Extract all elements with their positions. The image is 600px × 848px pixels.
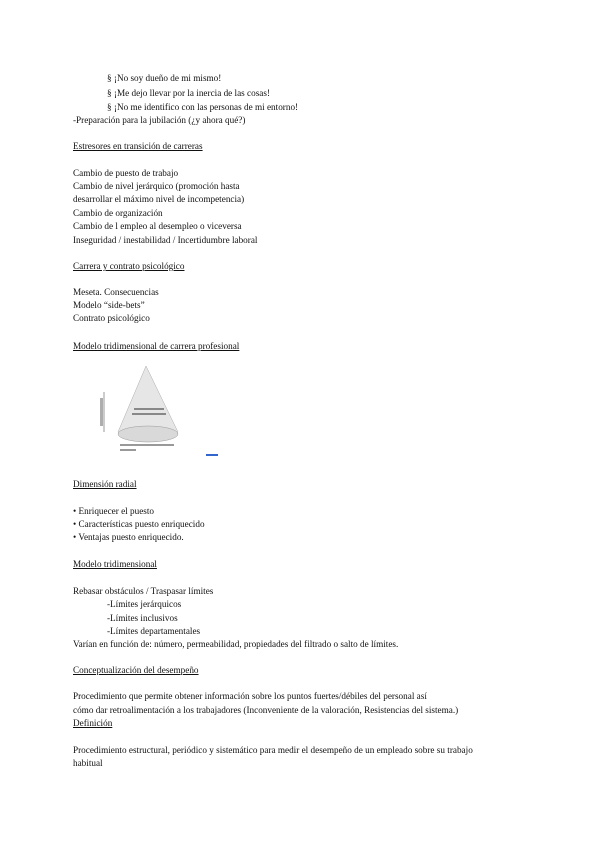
list-item: Cambio de nivel jerárquico (promoción hasta (73, 181, 240, 191)
logo-mark (206, 454, 218, 456)
section-heading-radial: Dimensión radial (73, 479, 137, 489)
list-item: • Características puesto enriquecido (73, 519, 205, 529)
bullet-line: § ¡No soy dueño de mi mismo! (107, 73, 222, 83)
bullet-line: § ¡No me identifico con las personas de mi entorno! (107, 102, 299, 112)
paragraph-line: habitual (73, 758, 103, 768)
list-item: -Límites departamentales (107, 626, 201, 636)
list-lead: Rebasar obstáculos / Traspasar límites (73, 586, 214, 596)
list-item: Cambio de l empleo al desempleo o viceversa (73, 221, 242, 231)
base-label-1 (120, 444, 174, 446)
paragraph-line: Procedimiento que permite obtener información sobre los puntos fuertes/débiles del personal así (73, 691, 427, 701)
retirement-line: -Preparación para la jubilación (¿y ahora qué?) (73, 115, 246, 125)
base-label-2 (120, 449, 136, 451)
axis-label-block (100, 398, 103, 426)
bullet-line: § ¡Me dejo llevar por la inercia de las cosas! (107, 88, 271, 98)
list-item: Cambio de organización (73, 208, 163, 218)
list-item: -Límites inclusivos (107, 613, 178, 623)
section-heading-psych-contract: Carrera y contrato psicológico (73, 261, 185, 271)
cone-base (118, 426, 178, 442)
section-heading-3d-model: Modelo tridimensional de carrera profesional (73, 341, 240, 351)
list-item: Inseguridad / inestabilidad / Incertidumbre laboral (73, 235, 258, 245)
list-item: -Límites jerárquicos (107, 599, 182, 609)
cone-label-1 (134, 408, 164, 410)
list-item: Modelo “side-bets” (73, 300, 145, 310)
list-item: Cambio de puesto de trabajo (73, 168, 179, 178)
list-item: Meseta. Consecuencias (73, 287, 159, 297)
section-heading-performance: Conceptualización del desempeño (73, 665, 199, 675)
list-item: Contrato psicológico (73, 313, 150, 323)
paragraph-line: Varían en función de: número, permeabilidad, propiedades del filtrado o salto de límites. (73, 639, 399, 649)
list-item: • Ventajas puesto enriquecido. (73, 532, 184, 542)
list-item: desarrollar el máximo nivel de incompetencia) (73, 194, 245, 204)
section-heading-definition: Definición (73, 718, 113, 728)
cone-label-2 (132, 413, 166, 415)
paragraph-line: cómo dar retroalimentación a los trabajadores (Inconveniente de la valoración, Resistencias del sistema.) (73, 705, 459, 715)
section-heading-stressors: Estresores en transición de carreras (73, 141, 203, 151)
section-heading-3d-model-2: Modelo tridimensional (73, 559, 157, 569)
paragraph-line: Procedimiento estructural, periódico y sistemático para medir el desempeño de un empleado sobre su trabajo (73, 745, 473, 755)
list-item: • Enriquecer el puesto (73, 506, 155, 516)
cone-diagram (98, 362, 220, 458)
